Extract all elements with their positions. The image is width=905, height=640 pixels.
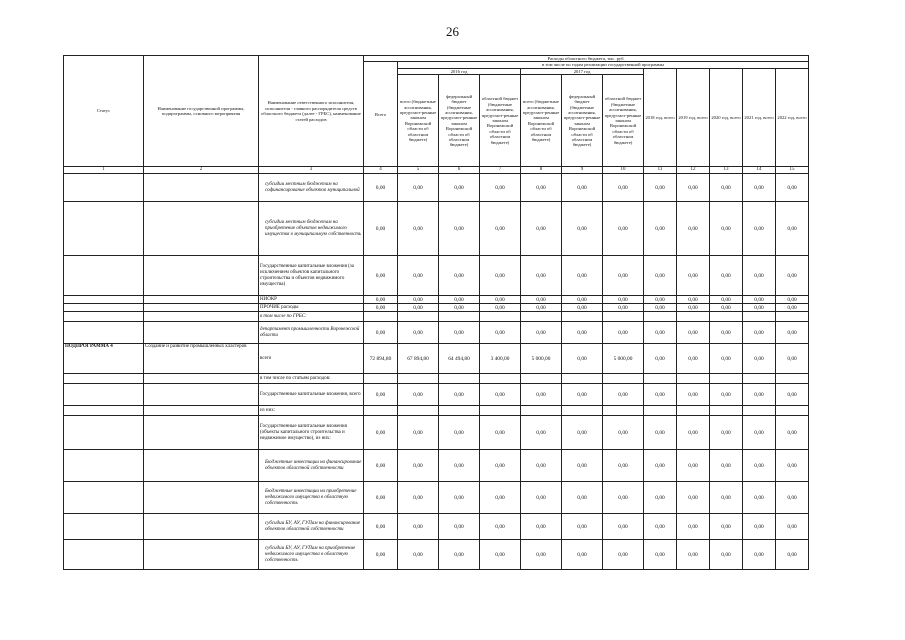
amount-cell (364, 312, 398, 322)
amount-cell (439, 312, 480, 322)
amount-cell (776, 406, 809, 416)
expense-item-label: Бюджетные инвестиции на финансирование объектов областной собственности (259, 450, 364, 482)
expense-item-label: Государственные капитальные вложения (объекты капитального строительства и недвижимое имущество), из них: (259, 416, 364, 450)
expenses-table-wrapper (63, 55, 808, 570)
expense-item-label: субсидии местным бюджетам на приобретение объектов недвижимого имущества в муниципальную собственность (259, 202, 364, 256)
amount-cell (710, 312, 743, 322)
program-name-cell (144, 482, 259, 514)
amount-cell: 3 400,00 (480, 344, 521, 374)
amount-cell: 0,00 (677, 344, 710, 374)
amount-cell: 0,00 (677, 174, 710, 202)
amount-cell: 0,00 (677, 450, 710, 482)
amount-cell: 0,00 (521, 322, 562, 344)
header-federal-2016: федеральный бюджет (бюджетные ассигнования, предусмот-ренные законом Воронежской области об областном бюджете) (439, 75, 480, 167)
amount-cell (364, 406, 398, 416)
column-index: 9 (562, 167, 603, 174)
expense-item-label: из них: (259, 406, 364, 416)
amount-cell (562, 374, 603, 384)
status-cell (64, 304, 144, 312)
amount-cell: 0,00 (710, 256, 743, 296)
column-index: 4 (364, 167, 398, 174)
amount-cell: 0,00 (398, 202, 439, 256)
header-total-2016: всего (бюджетные ассигнования, предусмот-ренные законом Воронежской области об областном бюджете) (398, 75, 439, 167)
status-cell (64, 322, 144, 344)
amount-cell: 0,00 (562, 174, 603, 202)
amount-cell: 0,00 (677, 482, 710, 514)
header-program-name: Наименование государственной программы, подпрограммы, основного мероприятия (144, 56, 259, 167)
expense-item-label: всего (259, 344, 364, 374)
table-row (64, 406, 809, 416)
program-name-cell (144, 304, 259, 312)
table-row (64, 344, 809, 374)
amount-cell: 0,00 (364, 322, 398, 344)
amount-cell: 0,00 (480, 540, 521, 570)
column-index-row (64, 167, 809, 174)
status-cell (64, 416, 144, 450)
amount-cell: 0,00 (644, 384, 677, 406)
expense-item-label: ПРОЧИЕ расходы (259, 304, 364, 312)
program-name-cell (144, 256, 259, 296)
table-row (64, 482, 809, 514)
amount-cell: 0,00 (364, 416, 398, 450)
amount-cell (710, 374, 743, 384)
header-2018: 2018 год, всего (644, 68, 677, 166)
amount-cell: 0,00 (710, 344, 743, 374)
column-index: 13 (710, 167, 743, 174)
amount-cell: 0,00 (480, 174, 521, 202)
amount-cell (677, 374, 710, 384)
amount-cell: 0,00 (439, 384, 480, 406)
amount-cell: 0,00 (364, 540, 398, 570)
amount-cell: 0,00 (644, 450, 677, 482)
amount-cell: 0,00 (776, 322, 809, 344)
amount-cell: 0,00 (439, 514, 480, 540)
amount-cell: 0,00 (776, 174, 809, 202)
amount-cell: 0,00 (776, 202, 809, 256)
status-cell: ПОДПРОГРАММА 4 (64, 344, 144, 374)
table-header (64, 56, 809, 167)
amount-cell (398, 406, 439, 416)
header-2021: 2021 год, всего (743, 68, 776, 166)
expenses-table (63, 55, 809, 570)
amount-cell: 0,00 (480, 296, 521, 304)
amount-cell: 0,00 (677, 202, 710, 256)
amount-cell: 0,00 (677, 416, 710, 450)
amount-cell (603, 312, 644, 322)
amount-cell: 0,00 (364, 450, 398, 482)
program-name-cell (144, 174, 259, 202)
amount-cell: 0,00 (562, 202, 603, 256)
amount-cell: 0,00 (776, 304, 809, 312)
amount-cell: 0,00 (521, 304, 562, 312)
amount-cell: 0,00 (603, 384, 644, 406)
amount-cell: 0,00 (364, 296, 398, 304)
amount-cell: 0,00 (521, 202, 562, 256)
amount-cell: 0,00 (439, 296, 480, 304)
amount-cell: 0,00 (743, 384, 776, 406)
amount-cell: 0,00 (364, 514, 398, 540)
amount-cell: 0,00 (562, 450, 603, 482)
amount-cell (677, 312, 710, 322)
header-regional-2016: областной бюджет (бюджетные ассигнования, предусмот-ренные законом Воронежской области об областном бюджете) (480, 75, 521, 167)
amount-cell (776, 312, 809, 322)
column-index: 2 (144, 167, 259, 174)
header-executor: Наименование ответственного исполнителя, исполнителя - главного распорядителя средств областного бюджета (далее - ГРБС), наименование статей расходов (259, 56, 364, 167)
amount-cell: 0,00 (644, 202, 677, 256)
amount-cell: 0,00 (439, 482, 480, 514)
amount-cell: 0,00 (521, 514, 562, 540)
amount-cell: 0,00 (603, 416, 644, 450)
program-name-cell (144, 322, 259, 344)
amount-cell: 0,00 (439, 174, 480, 202)
amount-cell: 0,00 (398, 304, 439, 312)
amount-cell (710, 406, 743, 416)
amount-cell (644, 312, 677, 322)
amount-cell: 0,00 (364, 174, 398, 202)
amount-cell: 0,00 (644, 482, 677, 514)
table-row (64, 514, 809, 540)
amount-cell: 0,00 (776, 256, 809, 296)
status-cell (64, 384, 144, 406)
program-name-cell (144, 312, 259, 322)
amount-cell: 0,00 (776, 450, 809, 482)
amount-cell: 0,00 (521, 384, 562, 406)
amount-cell: 0,00 (521, 296, 562, 304)
amount-cell: 0,00 (364, 304, 398, 312)
status-cell (64, 540, 144, 570)
amount-cell (364, 374, 398, 384)
expense-item-label: субсидии местным бюджетам на софинансирование объектов муниципальной (259, 174, 364, 202)
column-index: 14 (743, 167, 776, 174)
amount-cell: 0,00 (562, 514, 603, 540)
program-name-cell (144, 374, 259, 384)
amount-cell: 0,00 (743, 540, 776, 570)
amount-cell: 0,00 (562, 416, 603, 450)
amount-cell (743, 312, 776, 322)
amount-cell: 0,00 (776, 416, 809, 450)
amount-cell: 0,00 (677, 256, 710, 296)
amount-cell (480, 406, 521, 416)
amount-cell: 0,00 (603, 304, 644, 312)
amount-cell: 0,00 (644, 344, 677, 374)
amount-cell: 0,00 (480, 304, 521, 312)
amount-cell (480, 312, 521, 322)
amount-cell (644, 406, 677, 416)
amount-cell: 0,00 (603, 482, 644, 514)
header-expenses-subtitle: в том числе по годам реализации государственной программы (398, 62, 809, 68)
table-row (64, 296, 809, 304)
amount-cell: 0,00 (562, 344, 603, 374)
column-index: 12 (677, 167, 710, 174)
amount-cell: 0,00 (521, 482, 562, 514)
amount-cell: 64 494,80 (439, 344, 480, 374)
amount-cell: 0,00 (776, 514, 809, 540)
amount-cell: 0,00 (710, 384, 743, 406)
header-total: Всего (364, 62, 398, 167)
program-name-cell (144, 296, 259, 304)
header-year-2017: 2017 год (521, 68, 644, 74)
status-cell (64, 514, 144, 540)
amount-cell: 0,00 (776, 482, 809, 514)
amount-cell: 0,00 (480, 384, 521, 406)
amount-cell: 0,00 (521, 540, 562, 570)
amount-cell: 0,00 (710, 482, 743, 514)
column-index: 10 (603, 167, 644, 174)
amount-cell: 0,00 (398, 384, 439, 406)
amount-cell: 0,00 (710, 540, 743, 570)
table-row (64, 256, 809, 296)
amount-cell: 5 000,00 (603, 344, 644, 374)
table-row (64, 322, 809, 344)
amount-cell: 0,00 (644, 540, 677, 570)
amount-cell: 0,00 (480, 514, 521, 540)
column-index: 8 (521, 167, 562, 174)
table-row (64, 540, 809, 570)
amount-cell: 0,00 (603, 450, 644, 482)
amount-cell: 0,00 (480, 450, 521, 482)
expense-item-label: Государственные капитальные вложения (за исключением объектов капитального строительства и объектов недвижимого имущества) (259, 256, 364, 296)
amount-cell: 0,00 (677, 304, 710, 312)
amount-cell: 0,00 (480, 482, 521, 514)
header-status: Статус (64, 56, 144, 167)
program-name-cell (144, 450, 259, 482)
amount-cell: 0,00 (439, 322, 480, 344)
amount-cell: 0,00 (644, 256, 677, 296)
amount-cell: 0,00 (710, 322, 743, 344)
amount-cell: 0,00 (439, 450, 480, 482)
amount-cell: 0,00 (743, 256, 776, 296)
expense-item-label: департамент промышленности Воронежской области (259, 322, 364, 344)
amount-cell: 0,00 (603, 514, 644, 540)
amount-cell: 0,00 (562, 296, 603, 304)
amount-cell: 0,00 (562, 322, 603, 344)
header-2020: 2020 год, всего (710, 68, 743, 166)
amount-cell: 0,00 (439, 304, 480, 312)
amount-cell (644, 374, 677, 384)
amount-cell: 0,00 (521, 174, 562, 202)
column-index: 5 (398, 167, 439, 174)
expense-item-label: НИОКР (259, 296, 364, 304)
status-cell (64, 406, 144, 416)
amount-cell: 0,00 (521, 450, 562, 482)
amount-cell: 0,00 (364, 482, 398, 514)
amount-cell: 0,00 (521, 416, 562, 450)
header-2022: 2022 год, всего (776, 68, 809, 166)
amount-cell: 0,00 (743, 482, 776, 514)
amount-cell: 0,00 (439, 540, 480, 570)
amount-cell (743, 374, 776, 384)
amount-cell: 0,00 (743, 296, 776, 304)
amount-cell: 0,00 (776, 344, 809, 374)
amount-cell: 0,00 (603, 540, 644, 570)
table-row (64, 416, 809, 450)
amount-cell: 0,00 (562, 540, 603, 570)
amount-cell: 0,00 (776, 296, 809, 304)
amount-cell (439, 406, 480, 416)
column-index: 3 (259, 167, 364, 174)
amount-cell: 0,00 (603, 322, 644, 344)
amount-cell: 0,00 (710, 416, 743, 450)
amount-cell: 0,00 (398, 540, 439, 570)
header-expenses-title: Расходы областного бюджета, тыс. руб. (364, 56, 809, 62)
program-name-cell (144, 384, 259, 406)
amount-cell: 0,00 (677, 322, 710, 344)
amount-cell: 0,00 (644, 296, 677, 304)
header-year-2016: 2016 год (398, 68, 521, 74)
program-name-cell (144, 540, 259, 570)
amount-cell: 0,00 (480, 416, 521, 450)
amount-cell: 0,00 (677, 514, 710, 540)
amount-cell: 0,00 (439, 256, 480, 296)
program-name-cell (144, 406, 259, 416)
program-name-cell: Создание и развитие промышленных кластеров (144, 344, 259, 374)
expense-item-label: субсидии БУ, АУ, ГУПам на приобретение недвижимого имущества в областную собственность (259, 540, 364, 570)
amount-cell: 0,00 (398, 514, 439, 540)
amount-cell: 0,00 (710, 202, 743, 256)
amount-cell: 0,00 (398, 322, 439, 344)
table-row (64, 202, 809, 256)
status-cell (64, 374, 144, 384)
amount-cell (398, 374, 439, 384)
amount-cell: 0,00 (480, 322, 521, 344)
amount-cell: 0,00 (644, 174, 677, 202)
amount-cell: 0,00 (710, 296, 743, 304)
amount-cell: 0,00 (521, 256, 562, 296)
amount-cell: 0,00 (677, 540, 710, 570)
status-cell (64, 296, 144, 304)
program-name-cell (144, 416, 259, 450)
amount-cell (521, 406, 562, 416)
header-total-2017: всего (бюджетные ассигнования, предусмот-ренные законом Воронежской области об областном бюджете) (521, 75, 562, 167)
amount-cell: 0,00 (743, 174, 776, 202)
amount-cell: 72 894,80 (364, 344, 398, 374)
amount-cell (521, 312, 562, 322)
amount-cell: 0,00 (562, 384, 603, 406)
amount-cell (743, 406, 776, 416)
table-row (64, 304, 809, 312)
header-2019: 2019 год, всего (677, 68, 710, 166)
amount-cell: 0,00 (710, 304, 743, 312)
amount-cell: 5 000,00 (521, 344, 562, 374)
amount-cell: 0,00 (562, 482, 603, 514)
amount-cell: 0,00 (743, 450, 776, 482)
amount-cell: 0,00 (398, 416, 439, 450)
column-index: 1 (64, 167, 144, 174)
amount-cell: 0,00 (644, 304, 677, 312)
amount-cell: 0,00 (776, 384, 809, 406)
expense-item-label: субсидии БУ, АУ, ГУПам на финансирование объектов областной собственности (259, 514, 364, 540)
amount-cell: 0,00 (364, 384, 398, 406)
amount-cell (562, 312, 603, 322)
amount-cell: 0,00 (743, 344, 776, 374)
amount-cell (776, 374, 809, 384)
status-cell (64, 482, 144, 514)
amount-cell: 0,00 (398, 174, 439, 202)
status-cell (64, 312, 144, 322)
amount-cell: 0,00 (743, 416, 776, 450)
amount-cell: 0,00 (364, 202, 398, 256)
amount-cell: 0,00 (562, 256, 603, 296)
amount-cell: 0,00 (562, 304, 603, 312)
amount-cell: 0,00 (603, 296, 644, 304)
amount-cell: 0,00 (743, 304, 776, 312)
amount-cell (562, 406, 603, 416)
amount-cell (603, 406, 644, 416)
amount-cell: 0,00 (710, 450, 743, 482)
amount-cell: 0,00 (398, 482, 439, 514)
status-cell (64, 450, 144, 482)
expense-item-label: Государственные капитальные вложения, всего (259, 384, 364, 406)
amount-cell: 0,00 (677, 296, 710, 304)
amount-cell: 0,00 (710, 174, 743, 202)
amount-cell: 0,00 (603, 256, 644, 296)
amount-cell (480, 374, 521, 384)
table-row (64, 312, 809, 322)
amount-cell: 0,00 (677, 384, 710, 406)
amount-cell: 0,00 (743, 322, 776, 344)
table-body (64, 167, 809, 570)
amount-cell: 0,00 (644, 322, 677, 344)
amount-cell (439, 374, 480, 384)
status-cell (64, 174, 144, 202)
amount-cell: 0,00 (776, 540, 809, 570)
header-regional-2017: областной бюджет (бюджетные ассигнования, предусмот-ренные законом Воронежской области об областном бюджете) (603, 75, 644, 167)
column-index: 15 (776, 167, 809, 174)
amount-cell: 0,00 (603, 174, 644, 202)
amount-cell (521, 374, 562, 384)
amount-cell: 0,00 (439, 416, 480, 450)
amount-cell: 0,00 (603, 202, 644, 256)
amount-cell: 0,00 (480, 256, 521, 296)
amount-cell (677, 406, 710, 416)
amount-cell (603, 374, 644, 384)
amount-cell: 0,00 (644, 514, 677, 540)
table-row (64, 374, 809, 384)
amount-cell: 0,00 (398, 450, 439, 482)
expense-item-label: Бюджетные инвестиции на приобретение недвижимого имущества в областную собственность (259, 482, 364, 514)
amount-cell: 0,00 (644, 416, 677, 450)
expense-item-label: в том числе по статьям расходов: (259, 374, 364, 384)
amount-cell: 67 894,80 (398, 344, 439, 374)
status-cell (64, 202, 144, 256)
page-number: 26 (446, 24, 459, 39)
table-row (64, 384, 809, 406)
amount-cell: 0,00 (480, 202, 521, 256)
table-row (64, 174, 809, 202)
amount-cell: 0,00 (398, 256, 439, 296)
column-index: 11 (644, 167, 677, 174)
amount-cell: 0,00 (398, 296, 439, 304)
column-index: 6 (439, 167, 480, 174)
header-federal-2017: федеральный бюджет (бюджетные ассигнования, предусмот-ренные законом Воронежской области об областном бюджете) (562, 75, 603, 167)
amount-cell: 0,00 (439, 202, 480, 256)
amount-cell: 0,00 (364, 256, 398, 296)
program-name-cell (144, 514, 259, 540)
expense-item-label: в том числе по ГРБС: (259, 312, 364, 322)
amount-cell: 0,00 (743, 514, 776, 540)
amount-cell: 0,00 (710, 514, 743, 540)
column-index: 7 (480, 167, 521, 174)
amount-cell: 0,00 (743, 202, 776, 256)
amount-cell (398, 312, 439, 322)
status-cell (64, 256, 144, 296)
program-name-cell (144, 202, 259, 256)
table-row (64, 450, 809, 482)
